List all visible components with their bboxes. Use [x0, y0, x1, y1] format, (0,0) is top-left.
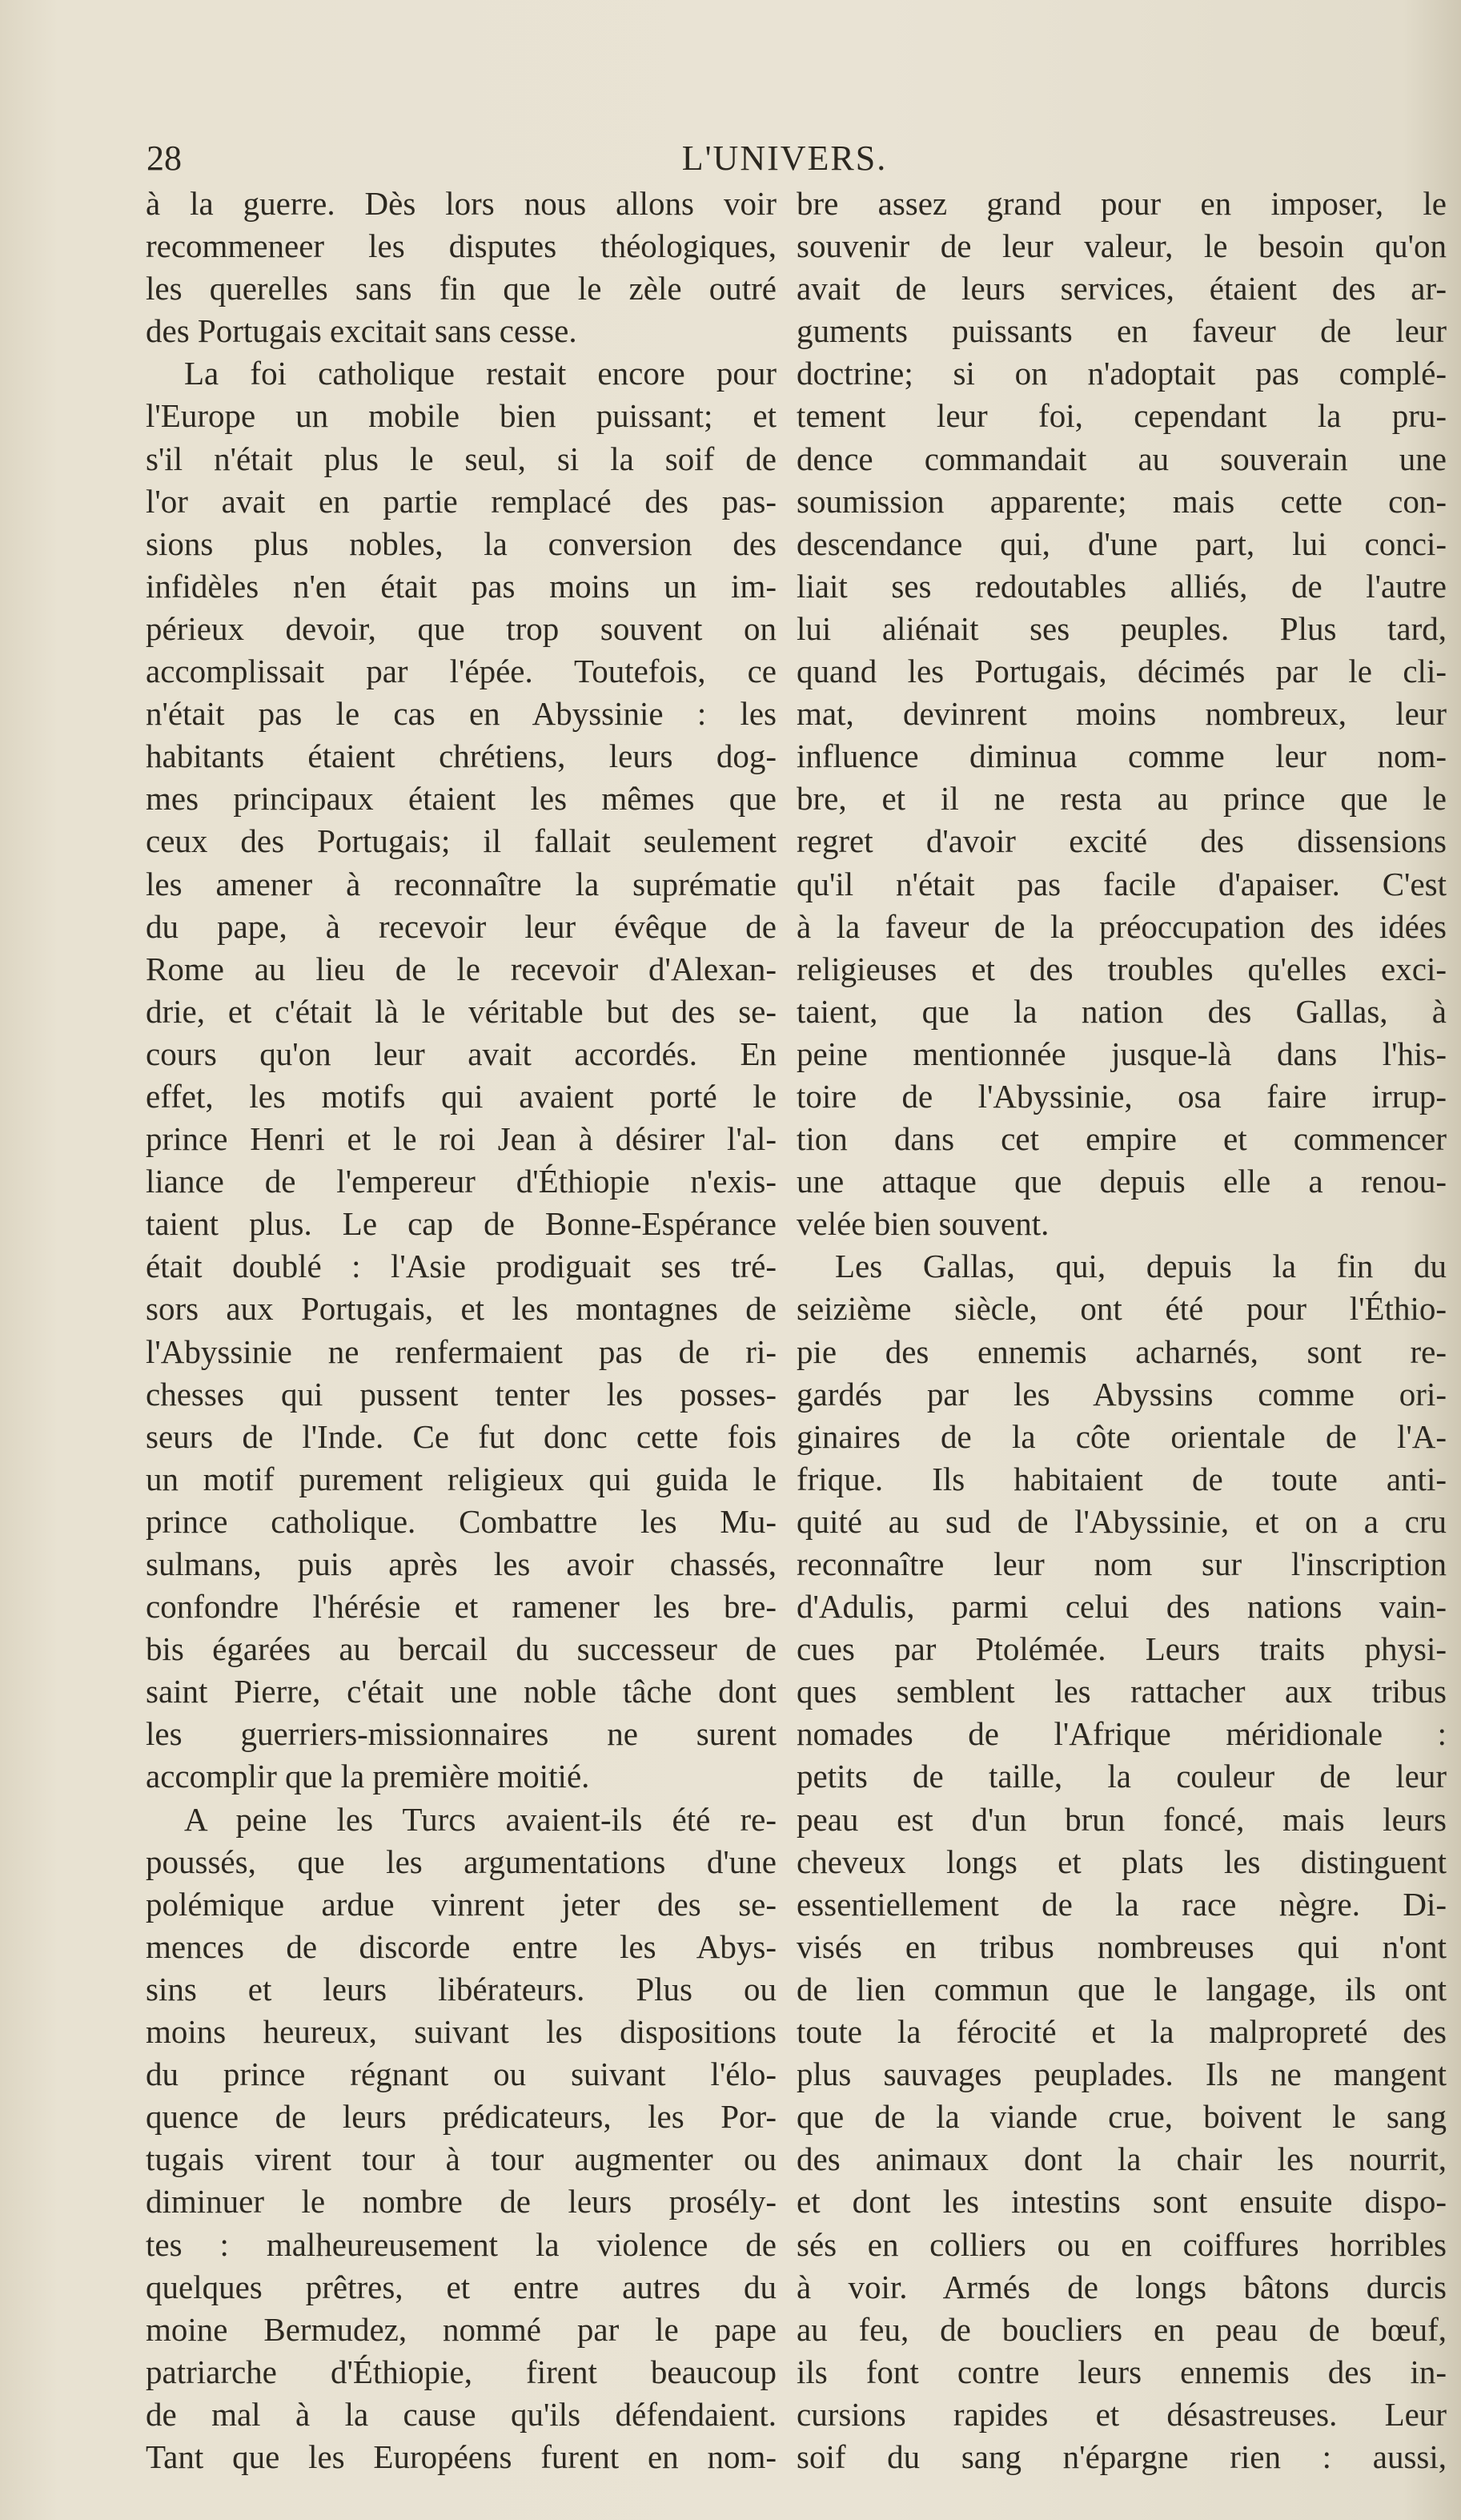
text-line: les querelles sans fin que le zèle outré	[146, 270, 777, 307]
text-line: Les Gallas, qui, depuis la fin du	[835, 1248, 1447, 1285]
text-line: ils font contre leurs ennemis des in-	[797, 2353, 1447, 2390]
text-line: périeux devoir, que trop souvent on	[146, 609, 777, 647]
text-line: tugais virent tour à tour augmenter ou	[146, 2140, 777, 2178]
text-line: mes principaux étaient les mêmes que	[146, 780, 777, 818]
text-line: des Portugais excitait sans cesse.	[146, 312, 577, 350]
text-line: toire de l'Abyssinie, osa faire irrup-	[797, 1077, 1447, 1115]
text-line: A peine les Turcs avaient-ils été re-	[184, 1800, 777, 1838]
text-line: à voir. Armés de longs bâtons durcis	[797, 2268, 1447, 2305]
text-line: quelques prêtres, et entre autres du	[146, 2268, 777, 2305]
text-line: diminuer le nombre de leurs prosély-	[146, 2183, 777, 2221]
text-line: à la faveur de la préoccupation des idées	[797, 907, 1447, 945]
text-line: un motif purement religieux qui guida le	[146, 1460, 777, 1497]
text-line: bre, et il ne resta au prince que le	[797, 780, 1447, 818]
text-line: cues par Ptolémée. Leurs traits physi-	[797, 1630, 1447, 1668]
text-line: souvenir de leur valeur, le besoin qu'on	[797, 227, 1447, 265]
text-line: bis égarées au bercail du successeur de	[146, 1630, 777, 1668]
text-line: tion dans cet empire et commencer	[797, 1120, 1447, 1158]
text-line: l'or avait en partie remplacé des pas-	[146, 482, 777, 520]
page-number: 28	[147, 139, 182, 178]
text-column-right	[797, 183, 1447, 2478]
text-line: tes : malheureusement la violence de	[146, 2225, 777, 2263]
text-line: tement leur foi, cependant la pru-	[797, 397, 1447, 435]
text-line: mences de discorde entre les Abys-	[146, 1927, 777, 1965]
text-line: religieuses et des troubles qu'elles exci-	[797, 950, 1447, 987]
text-line: ginaires de la côte orientale de l'A-	[797, 1417, 1447, 1455]
text-line: taient, que la nation des Gallas, à	[797, 992, 1447, 1030]
paragraph	[146, 1799, 777, 2479]
text-line: de mal à la cause qu'ils défendaient.	[146, 2395, 777, 2433]
text-line: bre assez grand pour en imposer, le	[797, 185, 1447, 222]
text-line: les guerriers-missionnaires ne surent	[146, 1715, 777, 1753]
text-line: regret d'avoir excité des dissensions	[797, 822, 1447, 860]
text-line: sulmans, puis après les avoir chassés,	[146, 1545, 777, 1582]
text-line: une attaque que depuis elle a renou-	[797, 1163, 1447, 1200]
text-line: saint Pierre, c'était une noble tâche dont	[146, 1673, 777, 1710]
text-line: plus sauvages peuplades. Ils ne mangent	[797, 2056, 1447, 2093]
text-line: toute la férocité et la malpropreté des	[797, 2013, 1447, 2051]
text-line: seizième siècle, ont été pour l'Éthio-	[797, 1290, 1447, 1328]
paragraph	[797, 183, 1447, 1245]
text-line: quand les Portugais, décimés par le cli-	[797, 653, 1447, 690]
text-line: seurs de l'Inde. Ce fut donc cette fois	[146, 1417, 777, 1455]
text-line: prince catholique. Combattre les Mu-	[146, 1502, 777, 1540]
text-line: quence de leurs prédicateurs, les Por-	[146, 2098, 777, 2136]
text-line: moins heureux, suivant les dispositions	[146, 2013, 777, 2051]
text-line: habitants étaient chrétiens, leurs dog-	[146, 738, 777, 775]
text-line: que de la viande crue, boivent le sang	[797, 2098, 1447, 2136]
text-line: du prince régnant ou suivant l'élo-	[146, 2056, 777, 2093]
text-line: moine Bermudez, nommé par le pape	[146, 2310, 777, 2348]
text-line: descendance qui, d'une part, lui conci-	[797, 524, 1447, 562]
text-line: gardés par les Abyssins comme ori-	[797, 1375, 1447, 1413]
text-line: dence commandait au souverain une	[797, 440, 1447, 477]
text-line: liait ses redoutables alliés, de l'autre	[797, 567, 1447, 605]
text-line: petits de taille, la couleur de leur	[797, 1758, 1447, 1795]
text-line: sins et leurs libérateurs. Plus ou	[146, 1970, 777, 2008]
text-line: La foi catholique restait encore pour	[184, 355, 777, 392]
text-line: lui aliénait ses peuples. Plus tard,	[797, 609, 1447, 647]
text-line: accomplir que la première moitié.	[146, 1758, 590, 1795]
text-line: cheveux longs et plats les distinguent	[797, 1843, 1447, 1880]
text-line: sés en colliers ou en coiffures horribles	[797, 2225, 1447, 2263]
text-line: quité au sud de l'Abyssinie, et on a cru	[797, 1502, 1447, 1540]
text-line: soif du sang n'épargne rien : aussi,	[797, 2438, 1447, 2475]
text-line: visés en tribus nombreuses qui n'ont	[797, 1927, 1447, 1965]
text-line: drie, et c'était là le véritable but des se-	[146, 992, 777, 1030]
text-line: accomplissait par l'épée. Toutefois, ce	[146, 653, 777, 690]
text-line: liance de l'empereur d'Éthiopie n'exis-	[146, 1163, 777, 1200]
text-line: reconnaître leur nom sur l'inscription	[797, 1545, 1447, 1582]
text-line: ques semblent les rattacher aux tribus	[797, 1673, 1447, 1710]
text-line: l'Europe un mobile bien puissant; et	[146, 397, 777, 435]
text-line: peau est d'un brun foncé, mais leurs	[797, 1800, 1447, 1838]
text-line: essentiellement de la race nègre. Di-	[797, 1885, 1447, 1923]
text-line: polémique ardue vinrent jeter des se-	[146, 1885, 777, 1923]
text-line: patriarche d'Éthiopie, firent beaucoup	[146, 2353, 777, 2390]
text-line: au feu, de boucliers en peau de bœuf,	[797, 2310, 1447, 2348]
text-line: et dont les intestins sont ensuite dispo-	[797, 2183, 1447, 2221]
text-line: guments puissants en faveur de leur	[797, 312, 1447, 350]
text-column-left	[146, 183, 777, 2478]
text-line: n'était pas le cas en Abyssinie : les	[146, 695, 777, 733]
text-line: les amener à reconnaître la suprématie	[146, 865, 777, 902]
text-line: à la guerre. Dès lors nous allons voir	[146, 185, 777, 222]
text-line: des animaux dont la chair les nourrit,	[797, 2140, 1447, 2178]
text-line: de lien commun que le langage, ils ont	[797, 1970, 1447, 2008]
paragraph	[797, 1245, 1447, 2478]
text-line: recommeneer les disputes théologiques,	[146, 227, 777, 265]
text-line: confondre l'hérésie et ramener les bre-	[146, 1588, 777, 1626]
text-line: s'il n'était plus le seul, si la soif de	[146, 440, 777, 477]
text-line: nomades de l'Afrique méridionale :	[797, 1715, 1447, 1753]
text-line: velée bien souvent.	[797, 1205, 1050, 1243]
text-line: sions plus nobles, la conversion des	[146, 524, 777, 562]
text-line: l'Abyssinie ne renfermaient pas de ri-	[146, 1332, 777, 1370]
text-line: Rome au lieu de le recevoir d'Alexan-	[146, 950, 777, 987]
paragraph	[146, 352, 777, 1798]
text-line: chesses qui pussent tenter les posses-	[146, 1375, 777, 1413]
text-line: effet, les motifs qui avaient porté le	[146, 1077, 777, 1115]
text-line: frique. Ils habitaient de toute anti-	[797, 1460, 1447, 1497]
text-line: qu'il n'était pas facile d'apaiser. C'est	[797, 865, 1447, 902]
text-line: ceux des Portugais; il fallait seulement	[146, 822, 777, 860]
text-line: poussés, que les argumentations d'une	[146, 1843, 777, 1880]
text-line: soumission apparente; mais cette con-	[797, 482, 1447, 520]
paragraph	[146, 183, 777, 352]
text-line: influence diminua comme leur nom-	[797, 738, 1447, 775]
text-line: pie des ennemis acharnés, sont re-	[797, 1332, 1447, 1370]
text-line: taient plus. Le cap de Bonne-Espérance	[146, 1205, 777, 1243]
text-line: du pape, à recevoir leur évêque de	[146, 907, 777, 945]
text-line: infidèles n'en était pas moins un im-	[146, 567, 777, 605]
running-title: L'UNIVERS.	[681, 139, 888, 178]
text-line: était doublé : l'Asie prodiguait ses tré-	[146, 1248, 777, 1285]
text-line: d'Adulis, parmi celui des nations vain-	[797, 1588, 1447, 1626]
text-line: sors aux Portugais, et les montagnes de	[146, 1290, 777, 1328]
text-line: avait de leurs services, étaient des ar-	[797, 270, 1447, 307]
text-line: peine mentionnée jusque-là dans l'his-	[797, 1035, 1447, 1072]
text-line: cursions rapides et désastreuses. Leur	[797, 2395, 1447, 2433]
text-line: prince Henri et le roi Jean à désirer l'al-	[146, 1120, 777, 1158]
text-line: Tant que les Européens furent en nom-	[146, 2438, 777, 2475]
text-line: cours qu'on leur avait accordés. En	[146, 1035, 777, 1072]
text-line: doctrine; si on n'adoptait pas complé-	[797, 355, 1447, 392]
text-line: mat, devinrent moins nombreux, leur	[797, 695, 1447, 733]
